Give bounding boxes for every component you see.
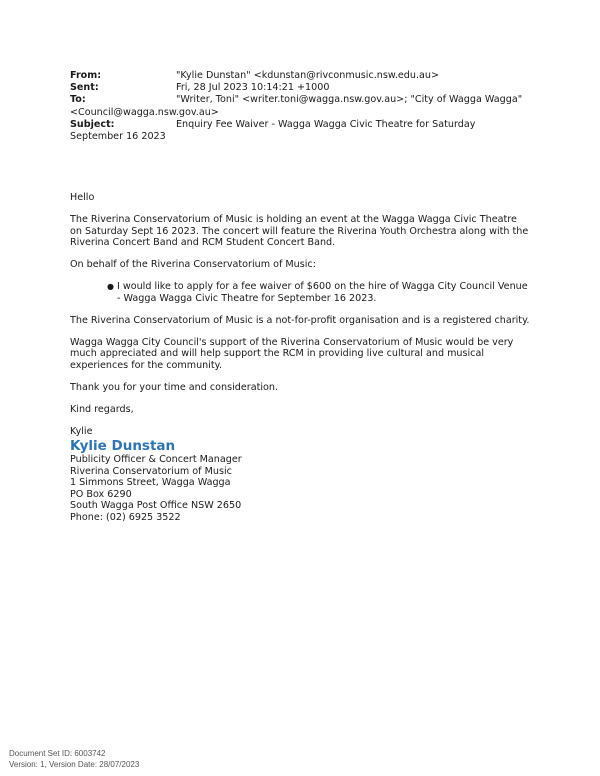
signature-title: Publicity Officer & Concert Manager [70,454,242,465]
header-from-row [70,70,530,82]
paragraph-support: Wagga Wagga City Council's support of the Riverina Conservatorium of Music would be very much appreciated and will help support the RCM in providing live cultural and musical experiences for the community. [70,336,514,371]
list-item [107,281,530,305]
request-list [70,281,530,304]
list-item-text: I would like to apply for a fee waiver of $600 on the hire of Wagga City Council Venue - Wagga Wagga Civic Theatre for September 16 2023. [117,281,528,305]
from-value: "Kylie Dunstan" <kdunstan@rivconmusic.nsw.edu.au> [176,70,439,81]
header-sent-row [70,82,530,94]
document-footer [9,749,139,770]
signature-street: 1 Simmons Street, Wagga Wagga [70,477,231,489]
signature-org: Riverina Conservatorium of Music [70,465,232,477]
bullet-icon: ● [107,282,114,292]
document-set-id: Document Set ID: 6003742 [9,749,106,758]
paragraph-event: The Riverina Conservatorium of Music is holding an event at the Wagga Wagga Civic Theatre on Saturday Sept 16 2023. The concert will feature the Riverina Youth Orchestra along with the Riverina Concert Band and RCM Student Concert Band. [70,214,529,249]
subject-label: Subject: [70,118,115,130]
subject-value: Enquiry Fee Waiver - Wagga Wagga Civic Theatre for Saturday September 16 2023 [70,118,476,143]
signature-phone: Phone: (02) 6925 3522 [70,511,181,523]
sent-label: Sent: [70,82,99,94]
version-info: Version: 1, Version Date: 28/07/2023 [9,759,140,769]
header-to-row [70,94,530,118]
email-header [70,70,530,143]
paragraph-charity: The Riverina Conservatorium of Music is a not-for-profit organisation and is a registered charity. [70,314,530,326]
closing-name: Kylie [70,426,93,438]
sent-value: Fri, 28 Jul 2023 10:14:21 +1000 [176,82,330,94]
header-subject-row [70,119,530,143]
email-body [70,192,530,448]
signature-po-box: PO Box 6290 [70,488,132,500]
to-label: To: [70,94,86,106]
signature-name: Kylie Dunstan [70,438,176,454]
greeting: Hello [70,192,95,203]
paragraph-thanks: Thank you for your time and consideration. [70,382,278,394]
email-signature [70,438,470,524]
paragraph-on-behalf: On behalf of the Riverina Conservatorium of Music: [70,259,316,271]
signature-postal: South Wagga Post Office NSW 2650 [70,500,242,512]
closing: Kind regards, [70,404,134,416]
from-label: From: [70,70,102,81]
to-value: "Writer, Toni" <writer.toni@wagga.nsw.gov.au>; "City of Wagga Wagga" <Council@wagga.nsw.gov.au> [70,94,523,118]
